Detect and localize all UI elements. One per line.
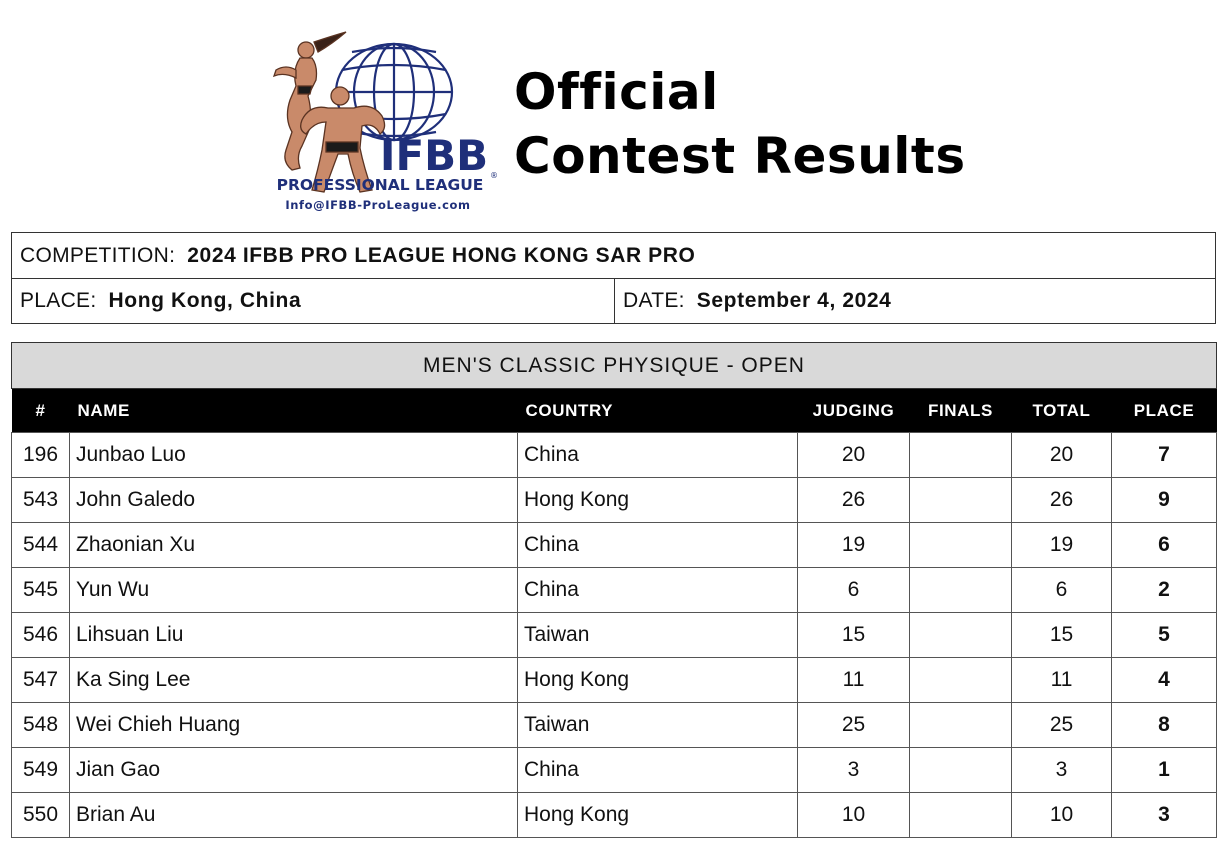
cell-name: Zhaonian Xu [70,523,518,568]
col-total: TOTAL [1012,389,1112,433]
table-row [12,793,1217,838]
cell-finals [910,748,1012,793]
col-judging: JUDGING [798,389,910,433]
place-value: Hong Kong, China [108,288,302,312]
division-title: MEN'S CLASSIC PHYSIQUE - OPEN [12,343,1217,389]
competition-value: 2024 IFBB PRO LEAGUE HONG KONG SAR PRO [187,243,696,267]
cell-name: Wei Chieh Huang [70,703,518,748]
cell-country: China [518,433,798,478]
cell-number: 196 [12,433,70,478]
cell-number: 548 [12,703,70,748]
cell-judging: 25 [798,703,910,748]
cell-finals [910,613,1012,658]
cell-country: Taiwan [518,703,798,748]
title-line-2: Contest Results [514,127,966,185]
table-row [12,478,1217,523]
results-table [11,342,1217,838]
cell-total: 26 [1012,478,1112,523]
cell-name: Jian Gao [70,748,518,793]
cell-country: Taiwan [518,613,798,658]
cell-country: China [518,523,798,568]
logo-subtitle: PROFESSIONAL LEAGUE [276,176,484,194]
cell-total: 6 [1012,568,1112,613]
table-row [12,568,1217,613]
cell-judging: 3 [798,748,910,793]
cell-place: 5 [1112,613,1217,658]
cell-total: 3 [1012,748,1112,793]
date-cell [615,278,891,323]
competition-row [12,233,1215,279]
cell-name: Ka Sing Lee [70,658,518,703]
place-cell [12,278,615,323]
col-country: COUNTRY [518,389,798,433]
title-line-1: Official [514,63,719,121]
date-label: DATE: [623,288,685,312]
registered-icon: ® [490,171,498,180]
table-row [12,748,1217,793]
col-place: PLACE [1112,389,1217,433]
cell-number: 550 [12,793,70,838]
cell-total: 19 [1012,523,1112,568]
logo-email: Info@IFBB-ProLeague.com [285,198,471,212]
cell-total: 10 [1012,793,1112,838]
col-finals: FINALS [910,389,1012,433]
table-header [12,389,1217,433]
table-row [12,523,1217,568]
table-row [12,433,1217,478]
cell-finals [910,793,1012,838]
cell-finals [910,523,1012,568]
competition-info [11,232,1216,324]
cell-total: 11 [1012,658,1112,703]
table-row [12,703,1217,748]
cell-country: Hong Kong [518,658,798,703]
cell-name: Brian Au [70,793,518,838]
cell-place: 1 [1112,748,1217,793]
cell-name: Lihsuan Liu [70,613,518,658]
logo-title: IFBB [379,131,489,180]
cell-country: China [518,748,798,793]
cell-number: 547 [12,658,70,703]
col-name: NAME [70,389,518,433]
cell-place: 6 [1112,523,1217,568]
cell-total: 20 [1012,433,1112,478]
cell-country: Hong Kong [518,478,798,523]
cell-judging: 10 [798,793,910,838]
cell-place: 3 [1112,793,1217,838]
cell-number: 549 [12,748,70,793]
cell-finals [910,658,1012,703]
cell-place: 7 [1112,433,1217,478]
cell-place: 4 [1112,658,1217,703]
cell-number: 546 [12,613,70,658]
cell-place: 9 [1112,478,1217,523]
place-label: PLACE: [20,288,97,312]
place-date-row [12,278,1215,323]
table-row [12,658,1217,703]
cell-place: 8 [1112,703,1217,748]
cell-judging: 19 [798,523,910,568]
cell-judging: 26 [798,478,910,523]
competition-label: COMPETITION: [20,243,176,267]
competition-cell [12,233,695,278]
cell-country: China [518,568,798,613]
cell-name: Junbao Luo [70,433,518,478]
cell-judging: 6 [798,568,910,613]
cell-name: John Galedo [70,478,518,523]
cell-finals [910,568,1012,613]
col-number: # [12,389,70,433]
cell-finals [910,703,1012,748]
cell-total: 15 [1012,613,1112,658]
date-value: September 4, 2024 [696,288,892,312]
cell-name: Yun Wu [70,568,518,613]
cell-number: 545 [12,568,70,613]
cell-place: 2 [1112,568,1217,613]
cell-finals [910,433,1012,478]
cell-number: 544 [12,523,70,568]
cell-country: Hong Kong [518,793,798,838]
cell-number: 543 [12,478,70,523]
ifbb-logo [262,30,498,216]
table-row [12,613,1217,658]
page-title [514,60,966,188]
cell-judging: 15 [798,613,910,658]
cell-total: 25 [1012,703,1112,748]
cell-finals [910,478,1012,523]
cell-judging: 20 [798,433,910,478]
cell-judging: 11 [798,658,910,703]
